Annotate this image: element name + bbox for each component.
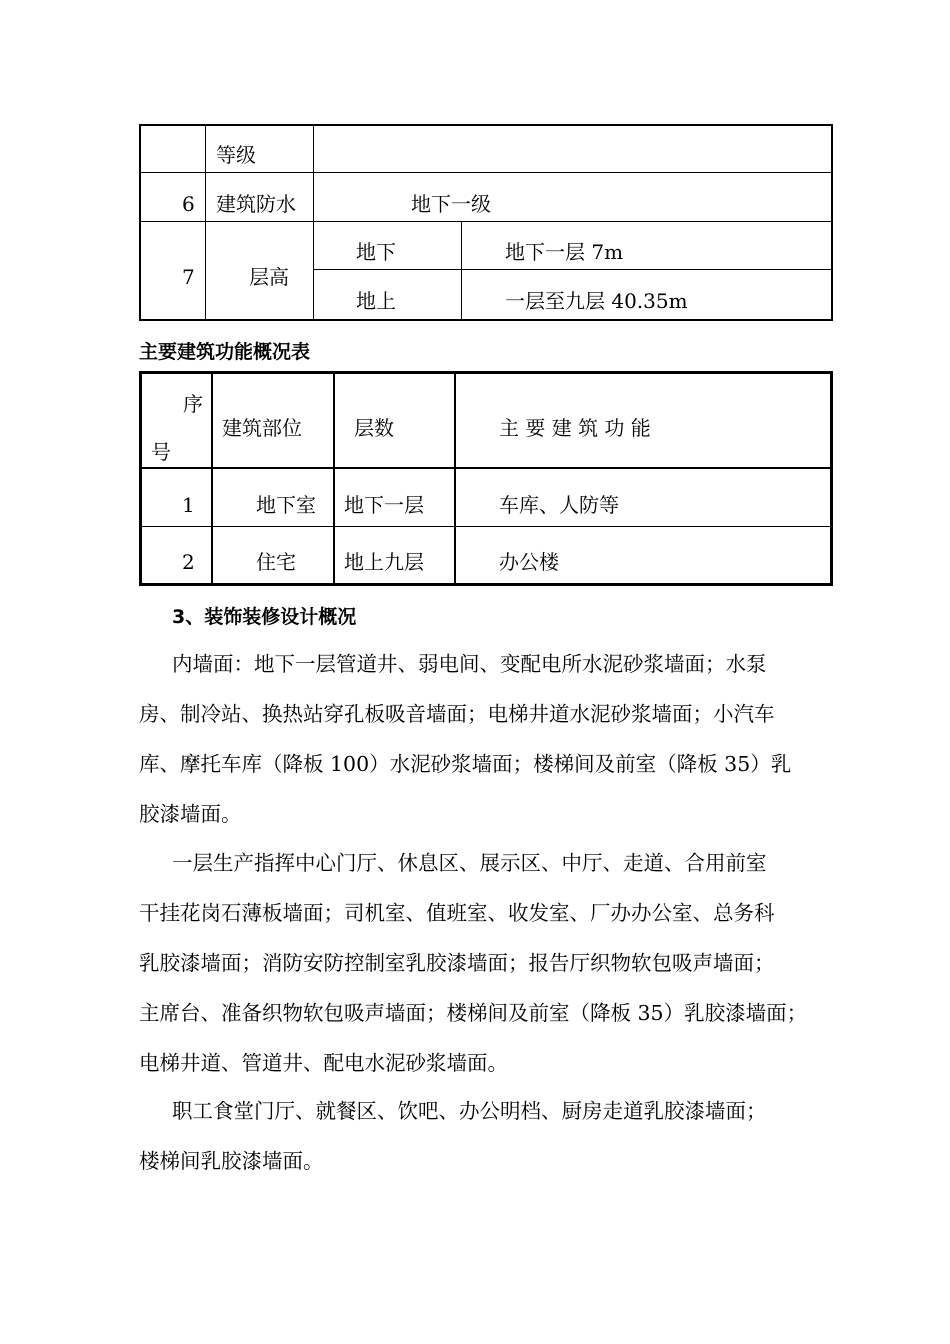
building-spec-table: [139, 124, 833, 321]
row-part: 地下室: [256, 493, 316, 517]
row-function: 车库、人防等: [499, 493, 619, 517]
paragraph-line: 一层生产指挥中心门厅、休息区、展示区、中厅、走道、合用前室: [172, 851, 767, 875]
col-divider: [461, 221, 462, 321]
table-border-left: [139, 124, 141, 321]
table-border-right: [830, 371, 833, 586]
paragraph-line: 电梯井道、管道井、配电水泥砂浆墙面。: [139, 1051, 508, 1075]
table-border-top: [139, 124, 833, 126]
height-item: 层高: [249, 265, 289, 289]
paragraph-line: 乳胶漆墙面；消防安防控制室乳胶漆墙面；报告厅织物软包吸声墙面；: [139, 951, 775, 975]
table-border-bottom: [139, 319, 833, 321]
header-floors: 层数: [354, 416, 394, 440]
header-function: 主 要 建 筑 功 能: [499, 416, 651, 440]
paragraph-first-floor: [139, 838, 859, 1088]
paragraph-line: 主席台、准备织物软包吸声墙面；楼梯间及前室（降板 35）乳胶漆墙面；: [139, 1001, 808, 1025]
row-number: 7: [182, 265, 195, 289]
paragraph-line: 房、制冷站、换热站穿孔板吸音墙面；电梯井道水泥砂浆墙面；小汽车: [139, 702, 775, 726]
waterproof-item: 建筑防水: [216, 192, 296, 216]
paragraph-line: 胶漆墙面。: [139, 802, 242, 826]
row-number: 1: [182, 493, 195, 517]
paragraph-interior-walls-basement: [139, 639, 859, 839]
row-number: 6: [182, 192, 195, 216]
row-divider: [139, 172, 833, 173]
header-num-bottom: 号: [151, 440, 171, 464]
col-divider: [333, 371, 335, 586]
row-function: 办公楼: [499, 550, 559, 574]
col-divider: [205, 124, 206, 321]
row-part: 住宅: [256, 550, 296, 574]
section-heading: 3、装饰装修设计概况: [172, 606, 357, 628]
grade-item: 等级: [216, 143, 256, 167]
row-floors: 地下一层: [344, 493, 424, 517]
table-border-bottom: [139, 583, 833, 586]
paragraph-canteen: [139, 1086, 859, 1186]
table-border-left: [139, 371, 142, 586]
col-divider: [211, 371, 213, 586]
col-divider: [313, 124, 314, 321]
header-divider: [139, 467, 833, 469]
row-divider: [313, 269, 833, 270]
height-sub-value: 地下一层 7m: [505, 240, 624, 264]
table-border-top: [139, 371, 833, 374]
paragraph-line: 库、摩托车库（降板 100）水泥砂浆墙面；楼梯间及前室（降板 35）乳: [139, 752, 792, 776]
paragraph-line: 干挂花岗石薄板墙面；司机室、值班室、收发室、厂办办公室、总务科: [139, 901, 775, 925]
table-title: 主要建筑功能概况表: [139, 341, 311, 363]
waterproof-value: 地下一级: [411, 192, 491, 216]
paragraph-line: 楼梯间乳胶漆墙面。: [139, 1149, 324, 1173]
building-function-table: [139, 371, 833, 586]
paragraph-line: 职工食堂门厅、就餐区、饮吧、办公明档、厨房走道乳胶漆墙面；: [172, 1099, 767, 1123]
row-floors: 地上九层: [344, 550, 424, 574]
height-sub-label: 地下: [356, 240, 396, 264]
paragraph-line: 内墙面：地下一层管道井、弱电间、变配电所水泥砂浆墙面；水泵: [172, 652, 767, 676]
header-part: 建筑部位: [222, 416, 302, 440]
height-sub-value: 一层至九层 40.35m: [505, 289, 688, 313]
row-divider: [139, 221, 833, 222]
table-border-right: [831, 124, 833, 321]
row-divider: [139, 526, 833, 527]
header-num-top: 序: [183, 392, 203, 416]
row-number: 2: [182, 550, 195, 574]
height-sub-label: 地上: [356, 289, 396, 313]
col-divider: [454, 371, 456, 586]
